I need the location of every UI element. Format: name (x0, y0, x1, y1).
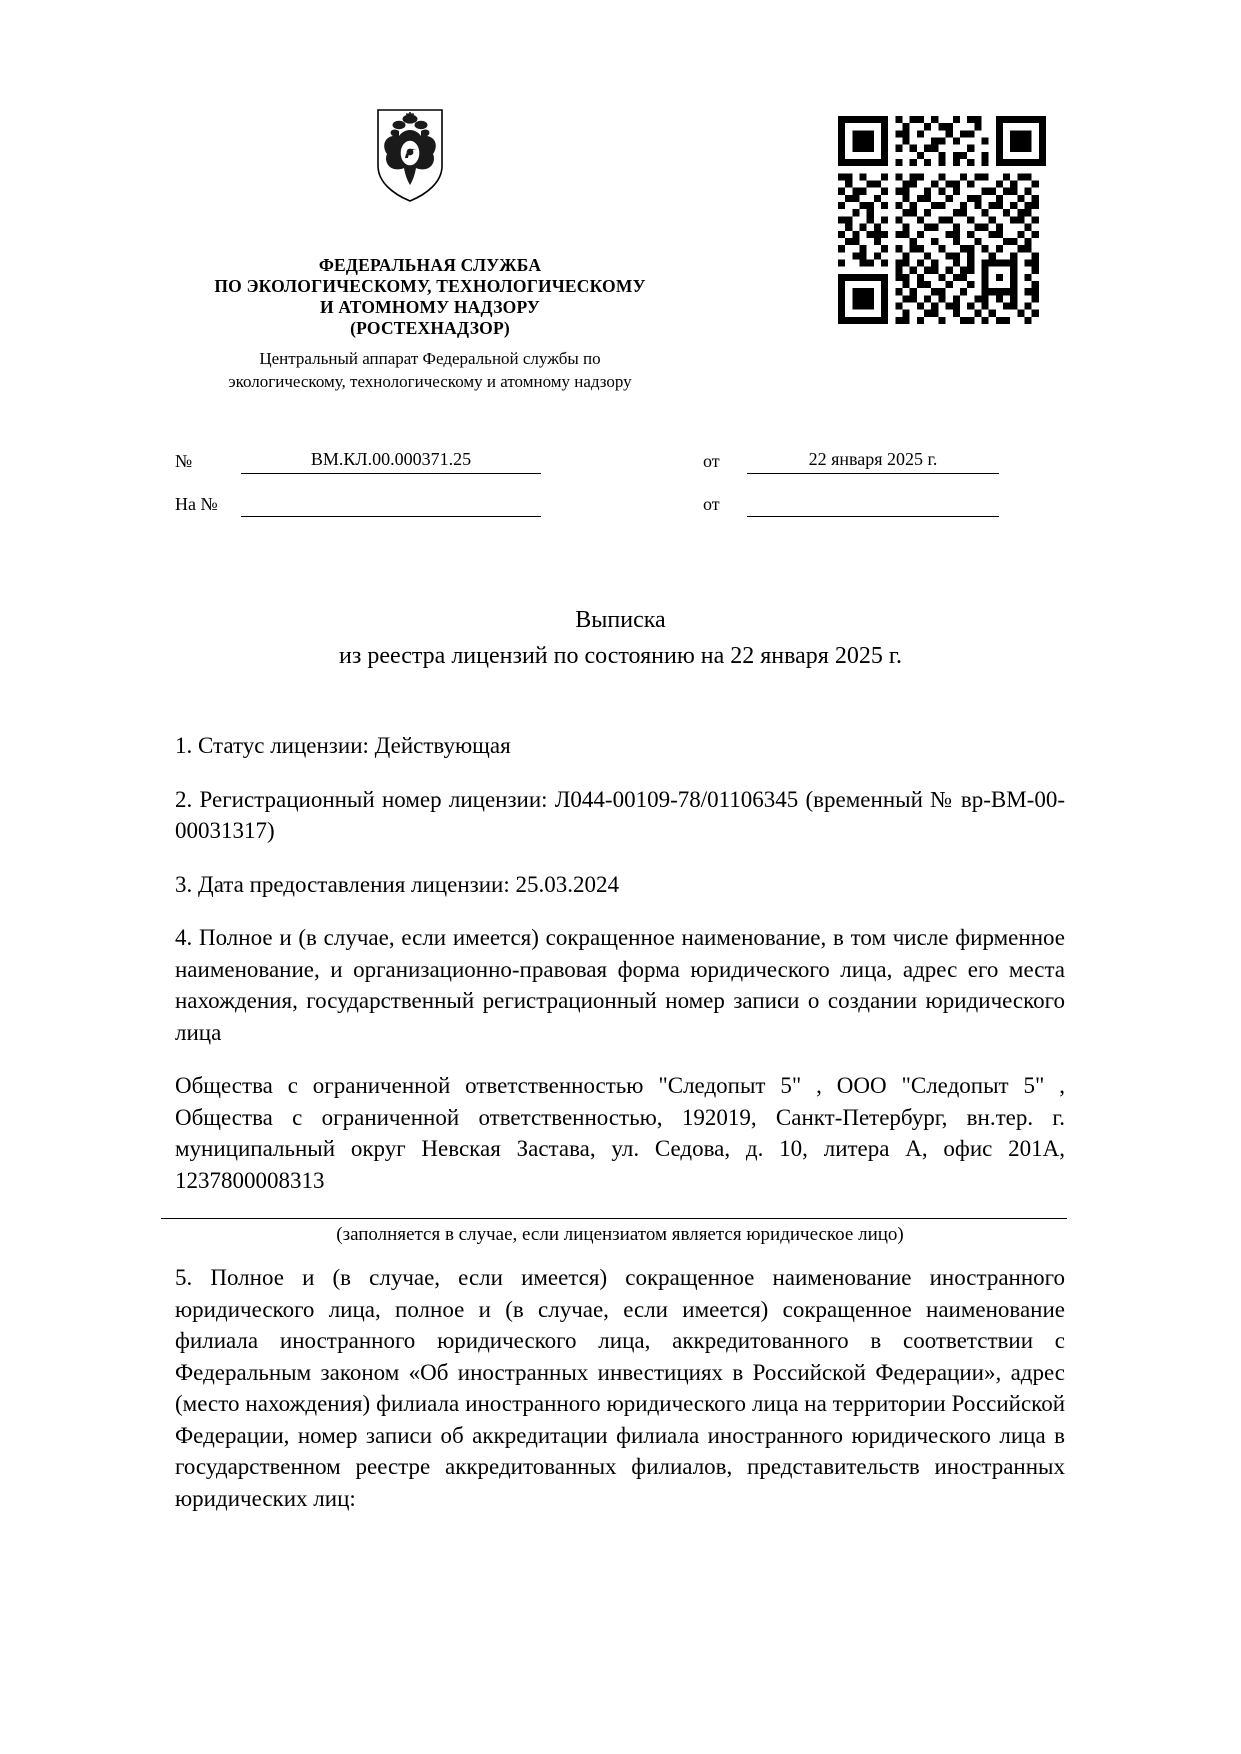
item-4-value: Общества с ограниченной ответственностью "Следопыт 5" , ООО "Следопыт 5" , Общества с ограниченной ответственностью, 192019, Санкт-Петербург, вн.тер. г. муниципальный округ Невская Застава, ул. Седова, д. 10, литера А, офис 201А, 1237800008313 (175, 1073, 1065, 1193)
agency-title-line-2: ПО ЭКОЛОГИЧЕСКОМУ, ТЕХНОЛОГИЧЕСКОМУ (214, 276, 646, 296)
reference-block (0, 447, 1241, 537)
reference-row-incoming (175, 490, 1175, 530)
reference-incoming-label: На № (175, 494, 218, 514)
agency-subtitle-line-1: Центральный аппарат Федеральной службы по (259, 349, 601, 368)
agency-title-line-1: ФЕДЕРАЛЬНАЯ СЛУЖБА (318, 255, 542, 275)
item-4-note: (заполняется в случае, если лицензиатом является юридическое лицо) (336, 1224, 904, 1245)
reference-ot-label: от (703, 451, 720, 471)
reference-row-outgoing (175, 447, 1175, 487)
reference-incoming-ot-label: от (703, 494, 720, 514)
page-title-line-2: из реестра лицензий по состоянию на 22 января 2025 г. (339, 643, 902, 669)
agency-subtitle (150, 347, 710, 393)
document-body (175, 730, 1065, 1536)
reference-incoming-date-value (747, 490, 999, 517)
agency-subtitle-line-2: экологическому, технологическому и атомному надзору (228, 372, 632, 391)
page-title (0, 602, 1241, 674)
page-title-line-1: Выписка (575, 607, 666, 633)
reference-number-value: ВМ.КЛ.00.000371.25 (241, 447, 541, 474)
section-divider (161, 1218, 1067, 1219)
item-2-registration-number: 2. Регистрационный номер лицензии: Л044-00109-78/01106345 (временный № вр-ВМ-00-00031317) (175, 786, 1065, 843)
item-1-status: 1. Статус лицензии: Действующая (175, 733, 511, 758)
item-5-foreign-entity: 5. Полное и (в случае, если имеется) сокращенное наименование иностранного юридического лица, полное и (в случае, если имеется) сокращенное наименование филиала иностранного юридического лица, аккредитованного в соответствии с Федеральным законом «Об иностранных инвестициях в Российской Федерации», адрес (место нахождения) филиала иностранного юридического лица на территории Российской Федерации, номер записи об аккредитации филиала иностранного юридического лица в государственном реестре аккредитованных филиалов, представительств иностранных юридических лиц: (175, 1265, 1065, 1511)
agency-title-line-4: (РОСТЕХНАДЗОР) (350, 318, 510, 338)
item-3-issue-date: 3. Дата предоставления лицензии: 25.03.2024 (175, 871, 619, 897)
item-4-heading: 4. Полное и (в случае, если имеется) сокращенное наименование, в том числе фирменное наименование, и организационно-правовая форма юридического лица, адрес его места нахождения, государственный регистрационный номер записи о создании юридического лица (175, 925, 1065, 1045)
russian-coat-of-arms-icon (375, 108, 445, 203)
document-header (0, 100, 1241, 400)
reference-date-value: 22 января 2025 г. (747, 447, 999, 474)
agency-title (150, 255, 710, 339)
reference-number-label: № (175, 451, 193, 471)
reference-incoming-value (241, 490, 541, 517)
qr-code-icon (838, 116, 1046, 324)
agency-title-line-3: И АТОМНОМУ НАДЗОРУ (320, 297, 540, 317)
